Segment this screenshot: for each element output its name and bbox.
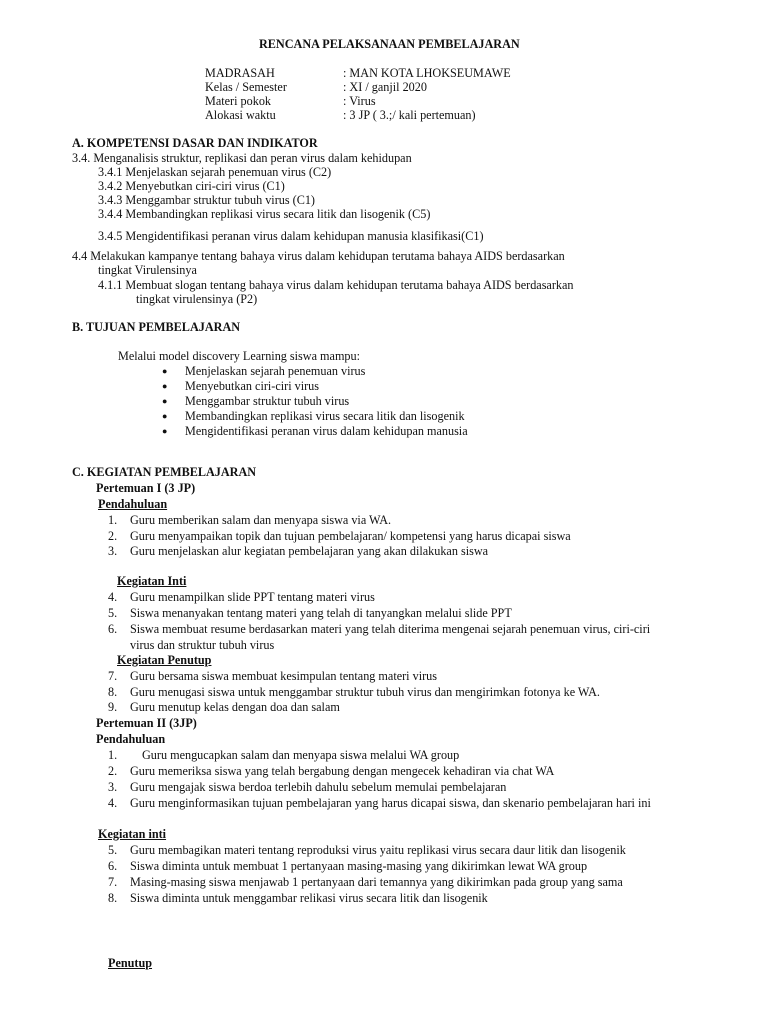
meeting-1-kegiatan-inti: Kegiatan Inti (117, 574, 187, 588)
bullet-icon: ● (162, 381, 168, 391)
list-item: Guru memeriksa siswa yang telah bergabung dengan mengecek kehadiran via chat WA (130, 764, 555, 778)
identity-value-kelas: : XI / ganjil 2020 (343, 80, 427, 94)
page-title: RENCANA PELAKSANAAN PEMBELAJARAN (259, 37, 520, 51)
list-item: Guru menginformasikan tujuan pembelajaran yang harus dicapai siswa, dan skenario pembelajaran hari ini (130, 796, 651, 810)
list-number: 2. (108, 529, 118, 543)
list-item: Siswa membuat resume berdasarkan materi yang telah diterima mengenai sejarah penemuan virus, ciri-ciri (130, 622, 651, 636)
indicator-item: 3.4.3 Menggambar struktur tubuh virus (C1) (98, 193, 315, 207)
list-item: Guru menjelaskan alur kegiatan pembelajaran yang akan dilakukan siswa (130, 544, 489, 558)
indicator-item: 3.4.5 Mengidentifikasi peranan virus dalam kehidupan manusia klasifikasi(C1) (98, 229, 484, 243)
kd-4-4: 4.4 Melakukan kampanye tentang bahaya virus dalam kehidupan terutama bahaya AIDS berdasarkan (72, 249, 565, 263)
section-c-heading: C. KEGIATAN PEMBELAJARAN (72, 465, 257, 479)
indicator-item: 3.4.2 Menyebutkan ciri-ciri virus (C1) (98, 179, 285, 193)
list-number: 7. (108, 875, 118, 889)
list-number: 4. (108, 796, 118, 810)
objective-item: Menyebutkan ciri-ciri virus (185, 379, 320, 393)
meeting-2-penutup: Penutup (108, 956, 153, 970)
list-number: 8. (108, 685, 118, 699)
list-item-cont: virus dan struktur tubuh virus (130, 638, 275, 652)
bullet-icon: ● (162, 426, 168, 436)
list-number: 1. (108, 748, 118, 762)
list-item: Guru mengajak siswa berdoa terlebih dahulu sebelum memulai pembelajaran (130, 780, 507, 794)
objective-item: Mengidentifikasi peranan virus dalam kehidupan manusia (185, 424, 468, 438)
list-number: 6. (108, 859, 118, 873)
list-number: 8. (108, 891, 118, 905)
list-item: Guru mengucapkan salam dan menyapa siswa melalui WA group (142, 748, 460, 762)
list-item: Guru menampilkan slide PPT tentang materi virus (130, 590, 375, 604)
list-item: Guru menutup kelas dengan doa dan salam (130, 700, 340, 714)
list-item: Siswa menanyakan tentang materi yang telah di tanyangkan melalui slide PPT (130, 606, 512, 620)
objective-item: Menjelaskan sejarah penemuan virus (185, 364, 366, 378)
list-number: 6. (108, 622, 118, 636)
list-item: Siswa diminta untuk menggambar relikasi virus secara litik dan lisogenik (130, 891, 488, 905)
bullet-icon: ● (162, 411, 168, 421)
meeting-1-kegiatan-penutup: Kegiatan Penutup (117, 653, 212, 667)
identity-value-materi: : Virus (343, 94, 376, 108)
identity-label-kelas: Kelas / Semester (205, 80, 287, 94)
list-number: 3. (108, 544, 118, 558)
list-number: 4. (108, 590, 118, 604)
meeting-1-title: Pertemuan I (3 JP) (96, 481, 196, 495)
list-item: Guru menugasi siswa untuk menggambar struktur tubuh virus dan mengirimkan fotonya ke WA. (130, 685, 600, 699)
identity-value-alokasi: : 3 JP ( 3.;/ kali pertemuan) (343, 108, 476, 122)
meeting-2-title: Pertemuan II (3JP) (96, 716, 197, 730)
objective-item: Membandingkan replikasi virus secara litik dan lisogenik (185, 409, 465, 423)
identity-value-madrasah: : MAN KOTA LHOKSEUMAWE (343, 66, 511, 80)
list-number: 3. (108, 780, 118, 794)
indicator-item: 3.4.4 Membandingkan replikasi virus secara litik dan lisogenik (C5) (98, 207, 431, 221)
list-item: Guru menyampaikan topik dan tujuan pembelajaran/ kompetensi yang harus dicapai siswa (130, 529, 571, 543)
list-item: Guru bersama siswa membuat kesimpulan tentang materi virus (130, 669, 437, 683)
list-item: Masing-masing siswa menjawab 1 pertanyaan dari temannya yang dikirimkan pada group yang sama (130, 875, 623, 889)
meeting-2-pendahuluan: Pendahuluan (96, 732, 166, 746)
objective-intro: Melalui model discovery Learning siswa mampu: (118, 349, 361, 363)
list-number: 7. (108, 669, 118, 683)
list-number: 2. (108, 764, 118, 778)
kd-4-4-cont: tingkat Virulensinya (98, 263, 197, 277)
kd-3-4: 3.4. Menganalisis struktur, replikasi dan peran virus dalam kehidupan (72, 151, 412, 165)
bullet-icon: ● (162, 396, 168, 406)
section-a-heading: A. KOMPETENSI DASAR DAN INDIKATOR (72, 136, 318, 150)
bullet-icon: ● (162, 366, 168, 376)
identity-label-alokasi: Alokasi waktu (205, 108, 276, 122)
list-item: Guru memberikan salam dan menyapa siswa via WA. (130, 513, 392, 527)
indicator-item: 3.4.1 Menjelaskan sejarah penemuan virus (C2) (98, 165, 332, 179)
list-number: 5. (108, 606, 118, 620)
section-b-heading: B. TUJUAN PEMBELAJARAN (72, 320, 241, 334)
objective-item: Menggambar struktur tubuh virus (185, 394, 350, 408)
identity-label-madrasah: MADRASAH (205, 66, 275, 80)
list-item: Guru membagikan materi tentang reproduksi virus yaitu replikasi virus secara daur litik dan lisogenik (130, 843, 626, 857)
indicator-4-1-1-cont: tingkat virulensinya (P2) (136, 292, 258, 306)
list-number: 1. (108, 513, 118, 527)
meeting-2-kegiatan-inti: Kegiatan inti (98, 827, 167, 841)
indicator-4-1-1: 4.1.1 Membuat slogan tentang bahaya virus dalam kehidupan terutama bahaya AIDS berdasarkan (98, 278, 574, 292)
list-number: 5. (108, 843, 118, 857)
identity-label-materi: Materi pokok (205, 94, 272, 108)
meeting-1-pendahuluan: Pendahuluan (98, 497, 168, 511)
list-item: Siswa diminta untuk membuat 1 pertanyaan masing-masing yang dikirimkan lewat WA group (130, 859, 588, 873)
list-number: 9. (108, 700, 118, 714)
